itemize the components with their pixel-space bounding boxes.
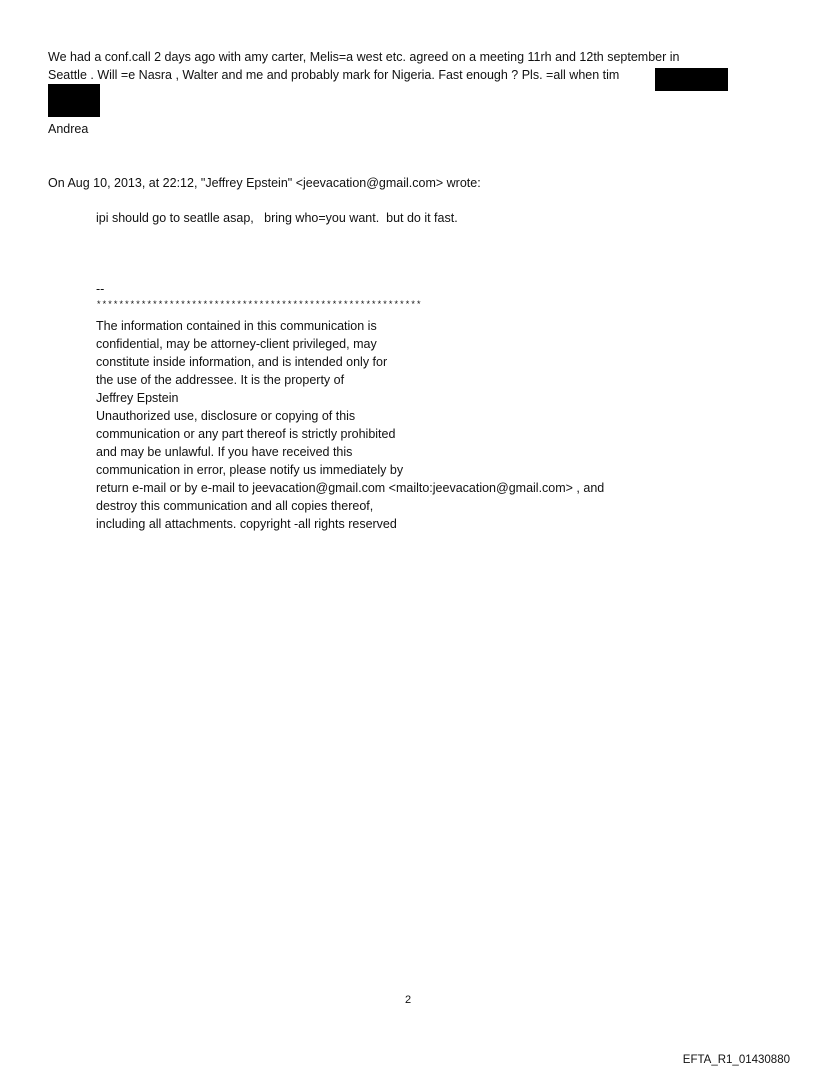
disclaimer-line: communication or any part thereof is strictly prohibited xyxy=(96,427,396,441)
disclaimer-line: communication in error, please notify us immediately by xyxy=(96,463,404,477)
disclaimer-line: destroy this communication and all copies thereof, xyxy=(96,499,374,513)
signature-separator: -- xyxy=(96,282,105,296)
disclaimer-line: return e-mail or by e-mail to jeevacation@gmail.com <mailto:jeevacation@gmail.com> , and xyxy=(96,481,605,495)
disclaimer-line: Unauthorized use, disclosure or copying of this xyxy=(96,409,356,423)
disclaimer-line: confidential, may be attorney-client privileged, may xyxy=(96,337,377,351)
bates-stamp: EFTA_R1_01430880 xyxy=(682,1054,790,1066)
email-body-line: We had a conf.call 2 days ago with amy carter, Melis=a west etc. agreed on a meeting 11rh and 12th september in xyxy=(48,50,680,64)
disclaimer-line: constitute inside information, and is intended only for xyxy=(96,355,388,369)
page-number: 2 xyxy=(404,994,412,1006)
disclaimer-line: including all attachments. copyright -all rights reserved xyxy=(96,517,397,531)
quoted-message-text: ipi should go to seatlle asap, bring who=you want. but do it fast. xyxy=(96,211,458,225)
disclaimer-line: the use of the addressee. It is the property of xyxy=(96,373,345,387)
disclaimer-line: The information contained in this communication is xyxy=(96,319,377,333)
redaction-block xyxy=(48,84,100,117)
email-signoff: Andrea xyxy=(48,122,89,136)
email-body-line: Seattle . Will =e Nasra , Walter and me and probably mark for Nigeria. Fast enough ? Pls. =all when tim xyxy=(48,68,620,82)
disclaimer-line: Jeffrey Epstein xyxy=(96,391,179,405)
quoted-reply-header: On Aug 10, 2013, at 22:12, "Jeffrey Epstein" <jeevacation@gmail.com> wrote: xyxy=(48,176,481,190)
redaction-block xyxy=(655,68,728,91)
disclaimer-line: and may be unlawful. If you have received this xyxy=(96,445,353,459)
asterisk-divider: ********************************************************** xyxy=(96,299,422,310)
confidentiality-disclaimer xyxy=(96,317,604,533)
